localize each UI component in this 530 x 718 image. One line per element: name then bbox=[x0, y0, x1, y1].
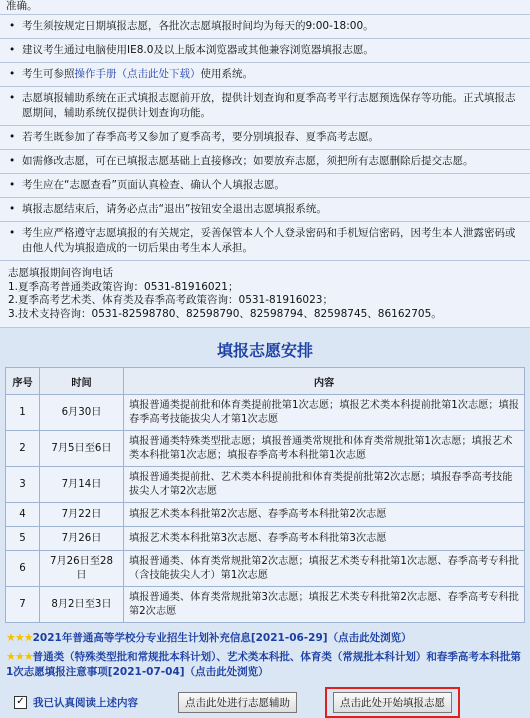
table-row bbox=[6, 551, 525, 587]
row-content: 填报普通类、体育类常规批第2次志愿；填报艺术类专科批第1次志愿、春季高考专科批（含技能拔尖人才）第1次志愿 bbox=[124, 551, 525, 587]
notice-item bbox=[0, 39, 530, 63]
notice-text: 考生应严格遵守志愿填报的有关规定，妥善保管本人个人登录密码和手机短信密码，因考生本人泄露密码或由他人代为填报造成的一切后果由考生本人承担。 bbox=[22, 227, 516, 254]
bullet-icon: • bbox=[9, 68, 16, 80]
row-date: 7月14日 bbox=[40, 467, 124, 503]
row-index: 7 bbox=[6, 587, 40, 623]
row-index: 4 bbox=[6, 503, 40, 527]
assist-button-wrap bbox=[178, 692, 297, 713]
agree-label: 我已认真阅读上述内容 bbox=[33, 696, 138, 709]
notice-text: 考生须按规定日期填报志愿，各批次志愿填报时间均为每天的9:00-18:00。 bbox=[22, 20, 374, 32]
bullet-icon: • bbox=[9, 179, 16, 191]
bullet-icon: • bbox=[9, 20, 16, 32]
notice-item bbox=[0, 15, 530, 39]
schedule-header-row bbox=[6, 368, 525, 395]
notice-item bbox=[0, 126, 530, 150]
bullet-icon: • bbox=[9, 155, 16, 167]
row-index: 3 bbox=[6, 467, 40, 503]
schedule-table bbox=[5, 367, 525, 623]
start-button-highlight bbox=[325, 687, 460, 718]
agree-checkbox[interactable] bbox=[14, 695, 138, 710]
notice-item bbox=[0, 63, 530, 87]
notice-item bbox=[0, 222, 530, 261]
bullet-icon: • bbox=[9, 227, 16, 239]
action-bar bbox=[6, 688, 524, 716]
row-date: 6月30日 bbox=[40, 395, 124, 431]
row-content: 填报艺术类本科批第2次志愿、春季高考本科批第2次志愿 bbox=[124, 503, 525, 527]
row-date: 7月22日 bbox=[40, 503, 124, 527]
notice-item bbox=[0, 150, 530, 174]
checkbox-check-icon[interactable]: ✓ bbox=[14, 696, 27, 709]
table-row bbox=[6, 587, 525, 623]
contact-heading: 志愿填报期间咨询电话 bbox=[8, 267, 113, 279]
notice-panel bbox=[0, 0, 530, 328]
row-index: 1 bbox=[6, 395, 40, 431]
row-index: 5 bbox=[6, 527, 40, 551]
notice-text: 如需修改志愿，可在已填报志愿基础上直接修改；如要放弃志愿，须把所有志愿删除后提交志愿。 bbox=[22, 155, 474, 167]
notice-text: 志愿填报辅助系统在正式填报志愿前开放，提供计划查询和夏季高考平行志愿预选保存等功能。正式填报志愿期间，辅助系统仅提供计划查询功能。 bbox=[22, 92, 516, 119]
bullet-icon: • bbox=[9, 44, 16, 56]
notes-link-row bbox=[6, 650, 524, 680]
row-date: 8月2日至3日 bbox=[40, 587, 124, 623]
row-date: 7月26日 bbox=[40, 527, 124, 551]
bullet-icon: • bbox=[9, 203, 16, 215]
supplement-link-row bbox=[6, 631, 524, 646]
notice-item bbox=[0, 198, 530, 222]
star-icon: ★★★ bbox=[6, 631, 33, 644]
table-row bbox=[6, 395, 525, 431]
notice-text: 若考生既参加了春季高考又参加了夏季高考，要分别填报春、夏季高考志愿。 bbox=[22, 131, 379, 143]
manual-download-link[interactable]: 操作手册（点击此处下载） bbox=[74, 68, 201, 80]
notice-item bbox=[0, 87, 530, 126]
column-header-index: 序号 bbox=[6, 368, 40, 395]
row-date: 7月5日至6日 bbox=[40, 431, 124, 467]
notice-text: 考生可参照 bbox=[22, 68, 75, 80]
table-row bbox=[6, 467, 525, 503]
row-content: 填报艺术类本科批第3次志愿、春季高考本科批第3次志愿 bbox=[124, 527, 525, 551]
row-index: 6 bbox=[6, 551, 40, 587]
column-header-content: 内容 bbox=[124, 368, 525, 395]
notice-text: 建议考生通过电脑使用IE8.0及以上版本浏览器或其他兼容浏览器填报志愿。 bbox=[22, 44, 374, 56]
column-header-time: 时间 bbox=[40, 368, 124, 395]
notice-text: 考生应在“志愿查看”页面认真检查、确认个人填报志愿。 bbox=[22, 179, 285, 191]
start-filling-button[interactable]: 点击此处开始填报志愿 bbox=[333, 692, 452, 713]
notice-item bbox=[0, 174, 530, 198]
contact-line: 2.夏季高考艺术类、体育类及春季高考政策咨询：0531-81916023； bbox=[8, 294, 333, 306]
table-row bbox=[6, 527, 525, 551]
table-row bbox=[6, 431, 525, 467]
row-date: 7月26日至28日 bbox=[40, 551, 124, 587]
schedule-title: 填报志愿安排 bbox=[216, 341, 313, 360]
contact-line: 3.技术支持咨询：0531-82598780、82598790、82598794、82598745、86162705。 bbox=[8, 307, 442, 320]
filling-notes-link[interactable]: 普通类（特殊类型批和常规批本科计划）、艺术类本科批、体育类（常规批本科计划）和春季高考本科批第1次志愿填报注意事项[2021-07-04]（点击此处浏览） bbox=[6, 651, 521, 678]
notice-list bbox=[0, 15, 530, 261]
contact-line: 1.夏季高考普通类政策咨询：0531-81916021； bbox=[8, 280, 239, 293]
bullet-icon: • bbox=[9, 131, 16, 143]
notice-text: 使用系统。 bbox=[200, 68, 253, 80]
notice-top-fragment: 准确。 bbox=[0, 0, 530, 15]
row-content: 填报普通类、体育类常规批第3次志愿；填报艺术类专科批第2次志愿、春季高考专科批第2次志愿 bbox=[124, 587, 525, 623]
contact-info bbox=[0, 261, 530, 328]
star-icon: ★★★ bbox=[6, 650, 33, 663]
row-content: 填报普通类提前批、艺术类本科提前批和体育类提前批第2次志愿；填报春季高考技能拔尖人才第2次志愿 bbox=[124, 467, 525, 503]
row-content: 填报普通类特殊类型批志愿；填报普通类常规批和体育类常规批第1次志愿；填报艺术类本科批第1次志愿；填报春季高考本科批第1次志愿 bbox=[124, 431, 525, 467]
volunteer-assist-button[interactable]: 点击此处进行志愿辅助 bbox=[178, 692, 297, 713]
notice-text: 填报志愿结束后，请务必点击“退出”按钮安全退出志愿填报系统。 bbox=[22, 203, 327, 215]
bottom-area bbox=[0, 623, 530, 716]
bullet-icon: • bbox=[9, 92, 16, 104]
table-row bbox=[6, 503, 525, 527]
row-content: 填报普通类提前批和体育类提前批第1次志愿；填报艺术类本科提前批第1次志愿；填报春季高考技能拔尖人才第1次志愿 bbox=[124, 395, 525, 431]
row-index: 2 bbox=[6, 431, 40, 467]
supplement-plan-link[interactable]: 2021年普通高等学校分专业招生计划补充信息[2021-06-29]（点击此处浏览） bbox=[32, 632, 412, 644]
